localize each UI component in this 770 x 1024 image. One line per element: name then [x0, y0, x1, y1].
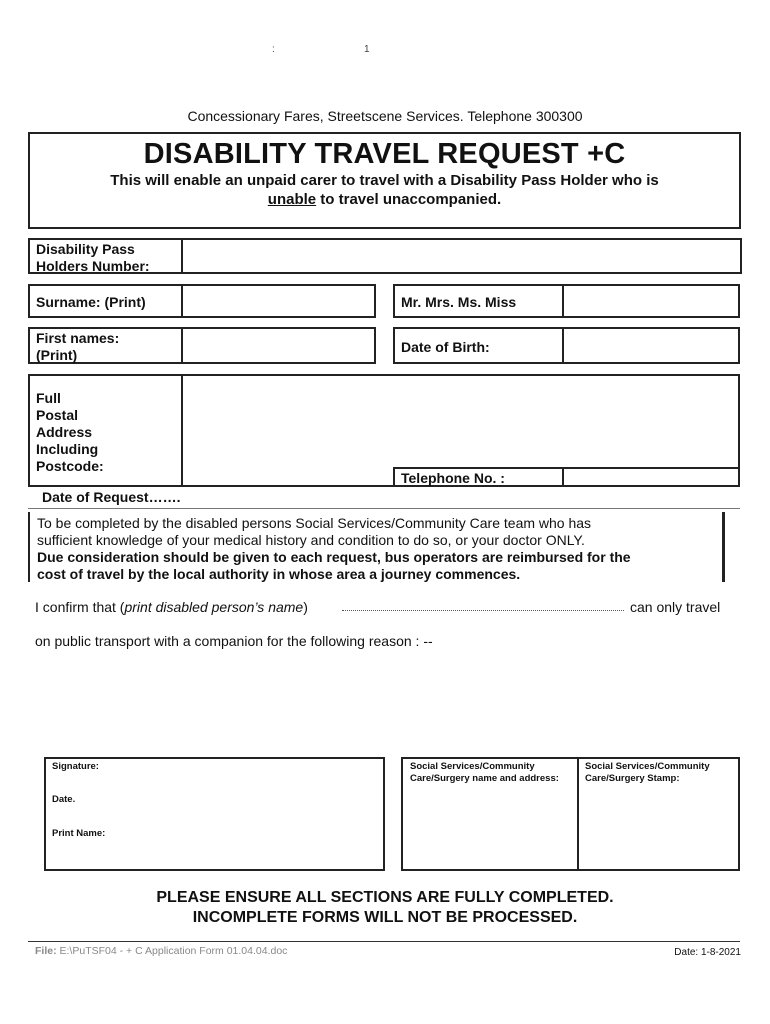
dob-label: Date of Birth:: [401, 339, 490, 355]
address-label-line3: Address: [36, 424, 93, 440]
instructions-line2: sufficient knowledge of your medical history and condition to do so, or your doctor ONLY.: [37, 532, 585, 548]
instructions-bold-line2: cost of travel by the local authority in whose area a journey commences.: [37, 566, 521, 582]
services-box: [401, 757, 740, 871]
divider: [28, 508, 740, 509]
services-stamp-label: Social Services/Community Care/Surgery Stamp:: [585, 761, 710, 784]
first-names-label-line1: First names:: [36, 330, 120, 346]
title-options-label-cell: [393, 284, 564, 318]
first-names-input[interactable]: [181, 327, 376, 364]
header-line: Concessionary Fares, Streetscene Services. Telephone 300300: [187, 108, 583, 124]
reason-input[interactable]: [35, 655, 735, 750]
address-label-line1: Full: [36, 390, 61, 406]
footer-rule: [28, 941, 740, 942]
address-label-line5: Postcode:: [36, 458, 104, 474]
confirm-prefix: I confirm that (: [35, 599, 125, 615]
date-of-request-label: Date of Request…….: [42, 489, 181, 505]
page-number: 1: [364, 44, 370, 55]
instructions-block: [28, 512, 725, 582]
surname-input[interactable]: [181, 284, 376, 318]
confirm-suffix: ): [303, 599, 308, 615]
file-path: E:\PuTSF04 - + C Application Form 01.04.04.doc: [59, 945, 288, 957]
file-label: File:: [35, 945, 57, 957]
form-title: DISABILITY TRAVEL REQUEST +C: [143, 138, 626, 170]
surname-label: Surname: (Print): [36, 294, 146, 310]
title-box: [28, 132, 741, 229]
print-name-label: Print Name:: [52, 828, 106, 839]
telephone-input[interactable]: [562, 467, 740, 487]
file-path-line: [35, 945, 287, 957]
subtitle-rest: to travel unaccompanied.: [316, 191, 502, 208]
subtitle-line2: [30, 191, 739, 208]
confirm-tail: can only travel: [630, 599, 721, 615]
signature-box[interactable]: [44, 757, 385, 871]
title-options-label: Mr. Mrs. Ms. Miss: [401, 294, 517, 310]
disabled-person-name-input[interactable]: [342, 610, 624, 611]
instructions-line1: To be completed by the disabled persons Social Services/Community Care team who has: [37, 515, 592, 531]
address-label-cell: [28, 374, 183, 487]
dob-label-cell: [393, 327, 564, 364]
first-names-label-cell: [28, 327, 183, 364]
confirm-line2: on public transport with a companion for the following reason : --: [35, 633, 433, 649]
dob-input[interactable]: [562, 327, 740, 364]
confirm-italic: print disabled person’s name: [124, 599, 304, 615]
instructions-right-border: [722, 512, 725, 582]
top-colon-mark: :: [272, 44, 275, 55]
signature-date-label: Date.: [52, 794, 76, 805]
date-footer: Date: 1-8-2021: [674, 947, 741, 958]
first-names-label-line2: (Print): [36, 347, 78, 363]
subtitle-unable: unable: [267, 191, 317, 208]
confirm-line: [35, 599, 308, 615]
pass-number-label: Disability Pass Holders Number:: [36, 241, 150, 274]
address-label-line4: Including: [36, 441, 99, 457]
title-options-input[interactable]: [562, 284, 740, 318]
signature-label: Signature:: [52, 761, 99, 772]
telephone-label-cell: [393, 467, 564, 487]
telephone-label: Telephone No. :: [401, 470, 505, 486]
footer-notice-1: PLEASE ENSURE ALL SECTIONS ARE FULLY COMPLETED.: [156, 889, 614, 906]
subtitle-line1: This will enable an unpaid carer to travel with a Disability Pass Holder who is: [110, 172, 659, 189]
surname-label-cell: [28, 284, 183, 318]
services-name-address-label: Social Services/Community Care/Surgery name and address:: [410, 761, 559, 784]
footer-notice-2: INCOMPLETE FORMS WILL NOT BE PROCESSED.: [192, 909, 578, 926]
instructions-bold-line1: Due consideration should be given to each request, bus operators are reimbursed for the: [37, 549, 631, 565]
address-label-line2: Postal: [36, 407, 79, 423]
pass-number-input[interactable]: [181, 238, 742, 274]
services-name-address-cell[interactable]: [401, 757, 579, 871]
pass-number-label-cell: [28, 238, 183, 274]
